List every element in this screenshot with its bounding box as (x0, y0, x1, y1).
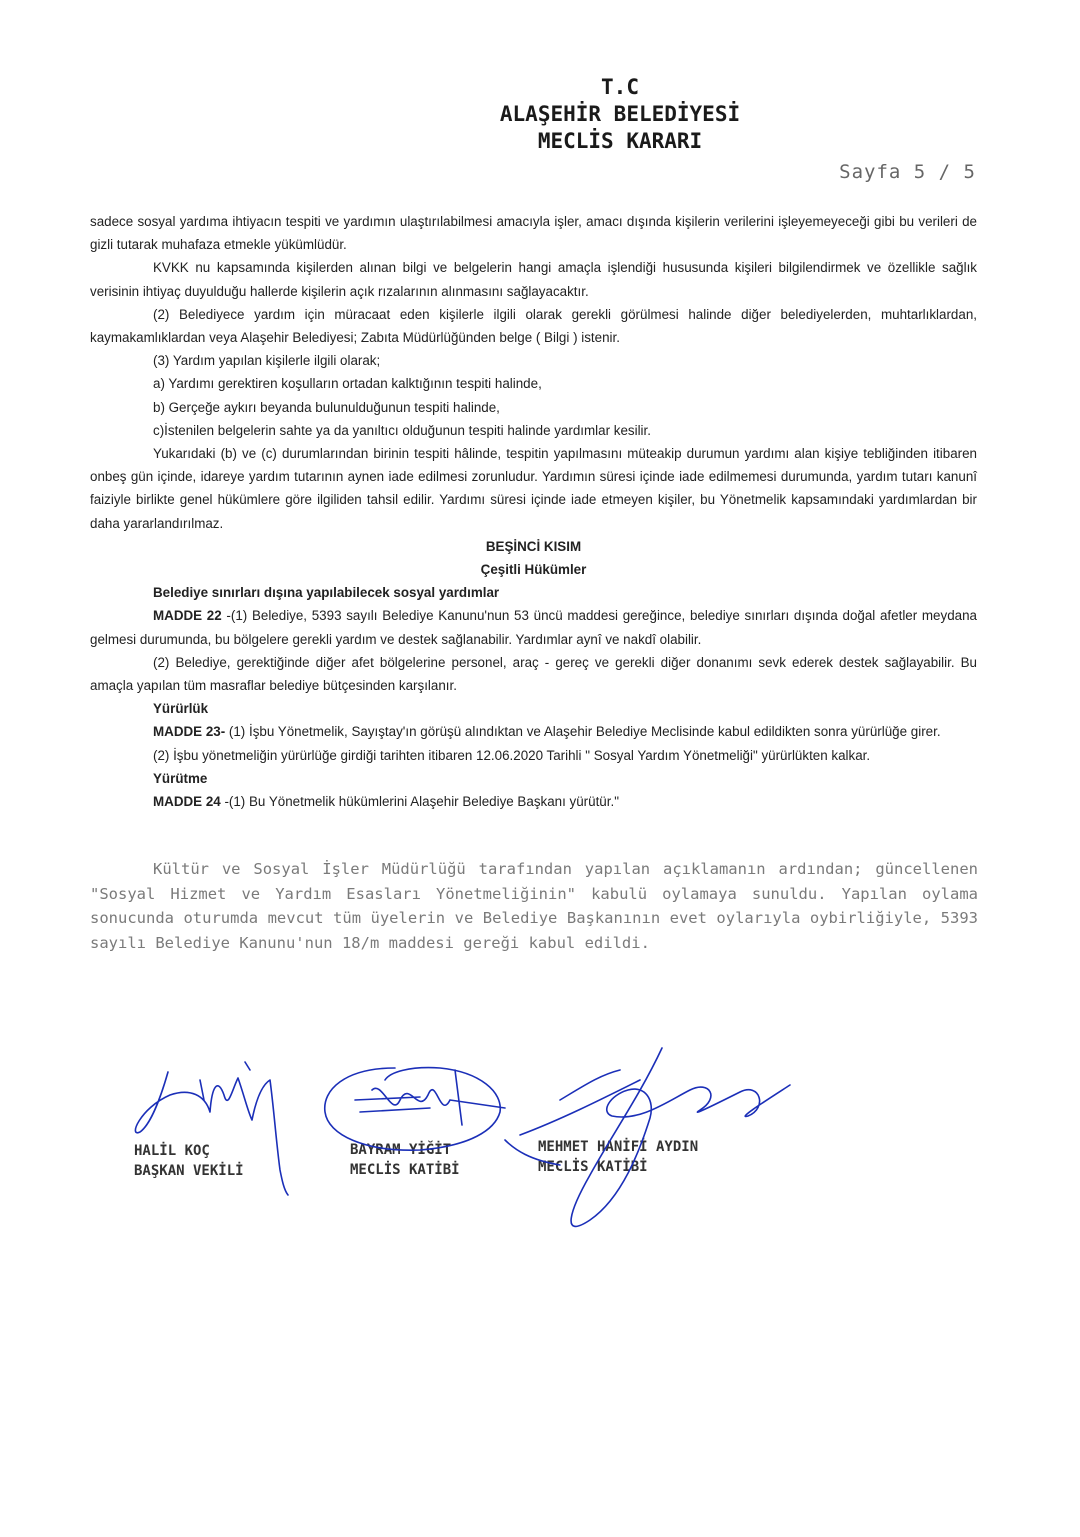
article-heading: Yürütme (153, 770, 208, 786)
article-text: (1) İşbu Yönetmelik, Sayıştay'ın görüşü alındıktan ve Alaşehir Belediye Meclisinde kabul edildikten sonra yürürlüğe girer. (225, 724, 941, 740)
section-title: BEŞİNCİ KISIM (485, 538, 582, 554)
document-header (0, 74, 1080, 155)
paragraph: KVKK nu kapsamında kişilerden alınan bilgi ve belgelerin hangi amaçla işlendiği hususunda kişileri bilgilendirmek ve özellikle sağlık verisinin ihtiyaç duyulduğu hallerde kişilerin açık rızalarının alınmasını sağlayacaktır. (90, 260, 977, 299)
section-subtitle: Çeşitli Hükümler (480, 562, 587, 578)
article-label: MADDE 24 (153, 794, 221, 810)
article-label: MADDE 22 (153, 608, 222, 624)
article-text: -(1) Belediye, 5393 sayılı Belediye Kanunu'nun 53 üncü maddesi gereğince, belediye sınırları dışında doğal afetler meydana gelmesi durumunda, bu bölgelere gerekli yardım ve destek sağlanabilir. Yardımlar aynî ve nakdî olabilir. (90, 608, 977, 647)
article-24 (90, 790, 977, 813)
paragraph: a) Yardımı gerektiren koşulların ortadan kalktığının tespiti halinde, (153, 376, 542, 392)
regulation-body (90, 210, 977, 813)
article-23 (90, 720, 977, 743)
signatory-title: MECLİS KATİBİ (538, 1159, 648, 1175)
signatory-name: MEHMET HANİFİ AYDIN (538, 1139, 699, 1155)
paragraph: (2) İşbu yönetmeliğin yürürlüğe girdiği tarihten itibaren 12.06.2020 Tarihli " Sosyal Yardım Yönetmeliği" yürürlükten kalkar. (153, 747, 871, 763)
paragraph: sadece sosyal yardıma ihtiyacın tespiti ve yardımın ulaştırılabilmesi amacıyla işler, amacı dışında kişilerin verilerini işleyemeyeceği gibi bu verileri de gizli tutarak muhafaza etmekle yükümlüdür. (90, 214, 977, 253)
signature-block-3 (538, 1137, 698, 1177)
page-number: Sayfa 5 / 5 (839, 161, 976, 183)
paragraph: (2) Belediyece yardım için müracaat eden kişilerle ilgili olarak gerekli görülmesi halinde diğer belediyelerden, muhtarlıklardan, kaymakamlıklardan veya Alaşehir Belediyesi; Zabıta Müdürlüğünden belge ( Bilgi ) istenir. (90, 306, 977, 346)
paragraph: b) Gerçeğe aykırı beyanda bulunulduğunun tespiti halinde, (153, 399, 500, 415)
header-council-decision: MECLİS KARARI (537, 129, 703, 153)
article-heading: Yürürlük (153, 701, 209, 717)
header-municipality: ALAŞEHİR BELEDİYESİ (499, 102, 741, 126)
signatory-name: BAYRAM YİĞİT (350, 1142, 452, 1158)
article-text: -(1) Bu Yönetmelik hükümlerini Alaşehir Belediye Başkanı yürütür." (220, 794, 619, 810)
paragraph: Yukarıdaki (b) ve (c) durumlarından birinin tespiti hâlinde, tespitin yapılmasını müteakip durumun yardımı alan kişiye tebliğinden itibaren onbeş gün içinde, idareye yardım tutarının aynen iade edilmesi zorunludur. Yardımın süresi içinde iade edilmemesi durumunda, yardım tutarı kanunî faiziyle birlikte genel hükümlere göre ilgiliden tahsil edilir. Yardımı süresi içinde iade etmeyen kişiler, bu Yönetmelik kapsamındaki yardımlardan bir daha yararlandırılmaz. (90, 446, 977, 531)
article-label: MADDE 23- (153, 724, 226, 740)
signatory-title: BAŞKAN VEKİLİ (134, 1163, 244, 1179)
article-heading: Belediye sınırları dışına yapılabilecek sosyal yardımlar (153, 585, 500, 601)
header-line-tc: T.C (601, 75, 639, 99)
signature-block-2 (350, 1140, 460, 1180)
paragraph: (2) Belediye, gerektiğinde diğer afet bölgelerine personel, araç - gereç ve gerekli diğer donanımı sevk ederek destek sağlayabilir. Bu amaçla yapılan tüm masraflar belediye bütçesinden karşılanır. (90, 654, 977, 694)
signature-block-1 (134, 1141, 244, 1181)
article-22 (90, 604, 977, 650)
paragraph: c)İstenilen belgelerin sahte ya da yanıltıcı olduğunun tespiti halinde yardımlar kesilir. (153, 422, 651, 438)
decision-text: Kültür ve Sosyal İşler Müdürlüğü tarafından yapılan açıklamanın ardından; güncellenen "Sosyal Hizmet ve Yardım Esasları Yönetmeliğinin" kabulü oylamaya sunuldu. Yapılan oylama sonucunda oturumda mevcut tüm üyelerin ve Belediye Başkanının evet oylarıyla oybirliğiyle, 5393 sayılı Belediye Kanunu'nun 18/m maddesi gereği kabul edildi. (90, 860, 978, 952)
paragraph: (3) Yardım yapılan kişilerle ilgili olarak; (153, 353, 381, 369)
signature-bayram-yigit (325, 1068, 505, 1151)
signatory-name: HALİL KOÇ (134, 1143, 210, 1159)
signatory-title: MECLİS KATİBİ (350, 1162, 460, 1178)
